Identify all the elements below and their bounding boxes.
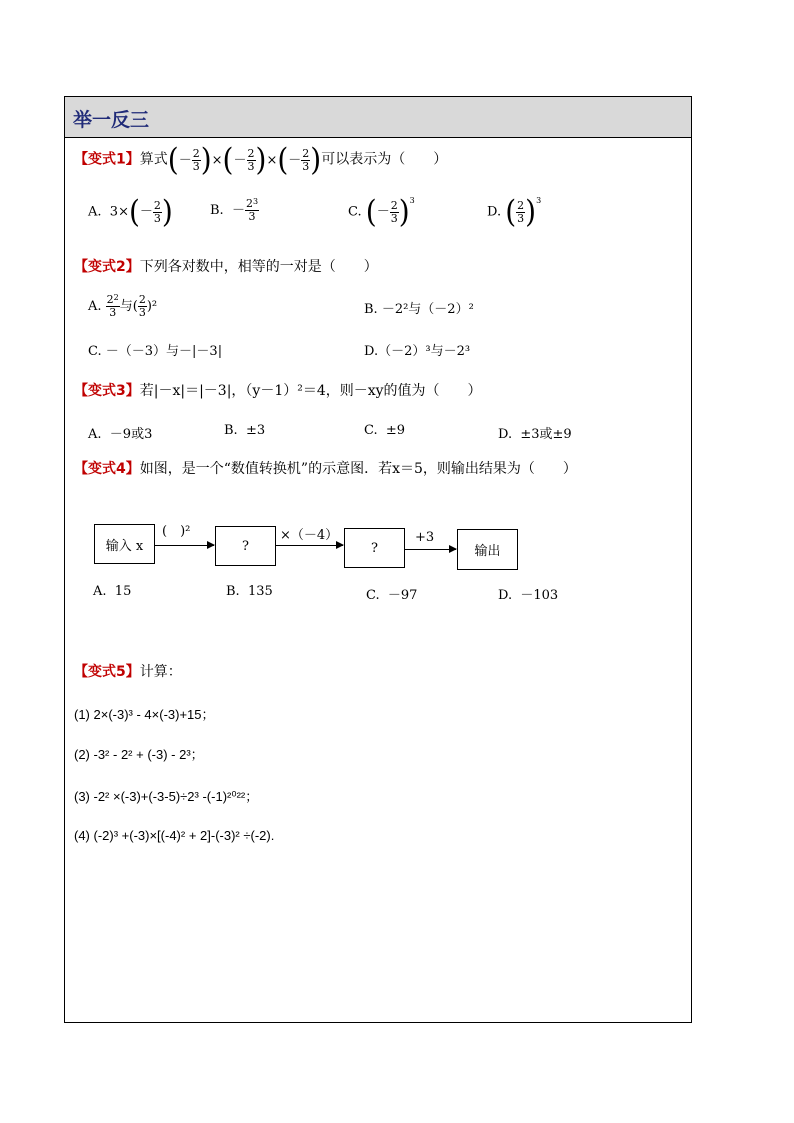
q3-option-b: B. ±3 — [224, 423, 266, 438]
q1-option-b: B. － $\frac{2^3}{3}$ — [210, 197, 259, 223]
flow-arrow-3 — [405, 549, 456, 550]
calc-item-1: (1) 2×(-3)³ - 4×(-3)+15； — [74, 707, 215, 722]
question-1 — [74, 141, 448, 178]
flow-op-3: +3 — [415, 530, 435, 545]
calc-item-3: (3) -2² ×(-3)+(-3-5)÷2³ -(-1)²⁰²²； — [74, 789, 259, 804]
question-5-stem: 计算： — [139, 664, 182, 680]
q2-option-b: B. －2²与（－2）² — [364, 302, 474, 317]
question-1-expression: (－ $\frac{2}{3}$ )×(－ $\frac{2}{3}$ )×(－ $\frac{2}{3}$ ) — [167, 141, 322, 178]
q3-option-d: D. ±3或±9 — [498, 427, 572, 442]
question-1-stem-post: 可以表示为（ ） — [321, 151, 448, 168]
calc-item-4: (4) (-2)³ +(-3)×[(-4)² + 2]-(-3)² ÷(-2). — [74, 828, 275, 843]
question-3-label: 【变式3】 — [74, 383, 140, 399]
q2-option-c: C. －（－3）与－|－3| — [88, 344, 223, 359]
flow-arrow-2 — [276, 545, 343, 546]
flow-output-box: 输出 — [457, 529, 518, 570]
question-4 — [74, 458, 577, 478]
flow-box-3: ? — [344, 528, 405, 568]
question-2-label: 【变式2】 — [74, 259, 140, 275]
q2-option-a: A. $\frac{2^2}{3}$ 与( $\frac{2}{3}$ )² — [88, 293, 158, 319]
section-header — [65, 97, 691, 138]
q3-option-c: C. ±9 — [364, 423, 406, 438]
question-1-stem-pre: 算式 — [139, 151, 168, 168]
flow-box-2: ? — [215, 526, 276, 566]
q1-option-d: D. ( $\frac{2}{3}$ )$^3$ — [487, 193, 542, 230]
question-4-label: 【变式4】 — [74, 461, 140, 477]
q3-option-a: A. －9或3 — [88, 427, 153, 442]
question-3-stem: 若|－x|＝|－3|，（y－1）²＝4，则－xy的值为（ ） — [139, 383, 482, 399]
q2-option-d: D.（－2）³与－2³ — [364, 344, 471, 359]
flow-arrow-1 — [155, 545, 214, 546]
question-2 — [74, 256, 378, 276]
flow-op-1: ( )² — [162, 524, 191, 539]
calc-item-2: (2) -3² - 2² + (-3) - 2³； — [74, 747, 204, 762]
q4-option-c: C. －97 — [366, 588, 418, 603]
flow-op-2: ×（－4） — [280, 528, 339, 543]
question-5 — [74, 661, 182, 681]
q1-option-c: C. (－ $\frac{2}{3}$ )$^3$ — [348, 193, 415, 230]
question-4-stem: 如图，是一个“数值转换机”的示意图．若x＝5，则输出结果为（ ） — [139, 461, 577, 477]
q4-option-b: B. 135 — [226, 584, 273, 599]
section-title: 举一反三 — [73, 109, 150, 131]
question-2-stem: 下列各对数中，相等的一对是（ ） — [139, 259, 378, 275]
question-1-label: 【变式1】 — [74, 151, 140, 168]
q1-option-a: A. 3×(－ $\frac{2}{3}$ ) — [88, 193, 173, 230]
question-3 — [74, 380, 482, 400]
q4-option-a: A. 15 — [93, 584, 132, 599]
q4-option-d: D. －103 — [498, 588, 559, 603]
question-5-label: 【变式5】 — [74, 664, 140, 680]
flow-input-box: 输入 x — [94, 524, 155, 564]
